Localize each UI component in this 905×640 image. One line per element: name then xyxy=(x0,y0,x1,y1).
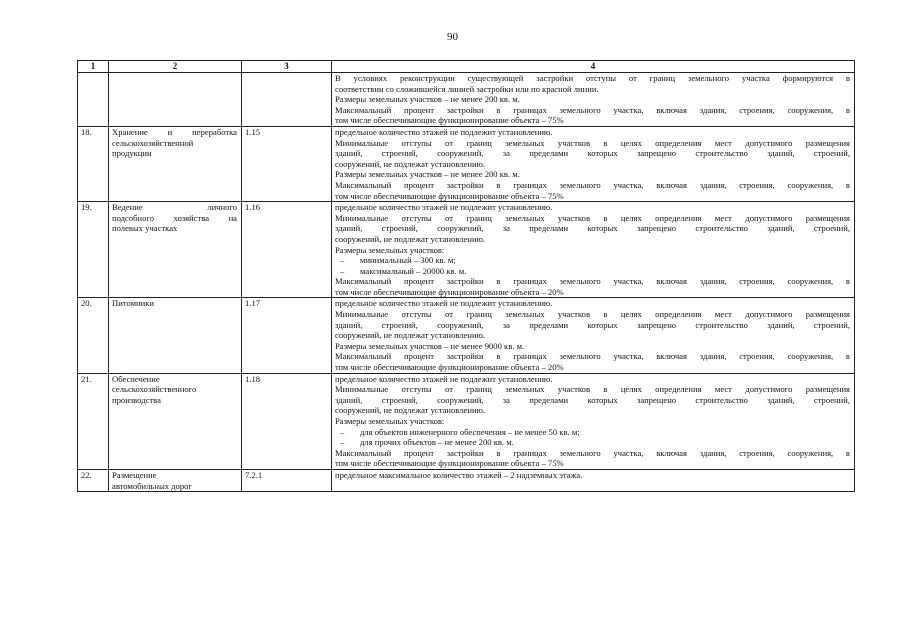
text-line: сельскохозяйственной xyxy=(112,137,194,148)
column-header-3: 3 xyxy=(242,61,332,73)
dash-bullet: – xyxy=(340,426,345,437)
text-line: предельное максимальное количество этажей – 2 надземных этажа. xyxy=(335,469,583,480)
text-line: полевых участках xyxy=(112,223,178,234)
page-number: 90 xyxy=(447,31,458,43)
text-line: Размеры земельных участков – не менее 200 кв. м. xyxy=(335,94,520,105)
regulation-parameters xyxy=(332,469,855,491)
table-header-row xyxy=(78,61,855,73)
list-item-text: для прочих объектов – не менее 200 кв. м. xyxy=(360,437,514,448)
land-use-code: 1.15 xyxy=(242,126,332,201)
text-line: том числе обеспечивающие функционирование объекта – 75% xyxy=(335,190,564,201)
row-number: 22. xyxy=(78,469,109,491)
text-line: Хранение и переработка xyxy=(112,126,237,137)
land-use-code xyxy=(242,73,332,127)
land-use-name xyxy=(109,126,242,201)
list-item xyxy=(335,427,850,438)
land-use-name xyxy=(109,298,242,373)
land-use-name xyxy=(109,202,242,298)
regulation-parameters xyxy=(332,373,855,469)
list-item-text: минимальный – 300 кв. м; xyxy=(360,255,456,266)
text-line: Размещение xyxy=(112,469,157,480)
table-row xyxy=(78,373,855,469)
text-line: зданий, строений, сооружений, за пределами которых запрещено строительство зданий, строений, xyxy=(335,394,850,405)
text-line: том числе обеспечивающие функционирование объекта – 75% xyxy=(335,115,564,126)
text-line: предельное количество этажей не подлежит установлению. xyxy=(335,126,553,137)
text-line: Минимальные отступы от границ земельных участков в целях определения мест допустимого размещения xyxy=(335,212,850,223)
text-line: подсобного хозяйства на xyxy=(112,212,237,223)
table-row xyxy=(78,298,855,373)
text-line: сооружений, не подлежат установлению. xyxy=(335,330,486,341)
row-number xyxy=(78,73,109,127)
table-row xyxy=(78,73,855,127)
regulation-parameters xyxy=(332,126,855,201)
regulation-parameters xyxy=(332,298,855,373)
land-use-code: 1.18 xyxy=(242,373,332,469)
text-line: Ведение личного xyxy=(112,202,237,213)
text-line: Размеры земельных участков – не менее 9000 кв. м. xyxy=(335,340,525,351)
text-line: Максимальный процент застройки в границах земельного участка, включая здания, строения, сооружения, в xyxy=(335,104,850,115)
column-header-1: 1 xyxy=(78,61,109,73)
dash-bullet: – xyxy=(340,265,345,276)
text-line: продукции xyxy=(112,148,152,159)
column-header-4: 4 xyxy=(332,61,855,73)
column-header-2: 2 xyxy=(109,61,242,73)
land-use-regulations-table xyxy=(77,60,855,492)
text-line: сооружений, не подлежат установлению. xyxy=(335,233,486,244)
row-number: 19. xyxy=(78,202,109,298)
table-row xyxy=(78,469,855,491)
text-line: автомобильных дорог xyxy=(112,480,192,491)
text-line: том числе обеспечивающие функционирование объекта – 75% xyxy=(335,458,564,469)
table-row xyxy=(78,202,855,298)
text-line: Минимальные отступы от границ земельных участков в целях определения мест допустимого размещения xyxy=(335,384,850,395)
land-use-name xyxy=(109,373,242,469)
text-line: предельное количество этажей не подлежит установлению. xyxy=(335,202,553,213)
row-number: 20. xyxy=(78,298,109,373)
land-use-name xyxy=(109,469,242,491)
text-line: производства xyxy=(112,394,161,405)
text-line: сооружений, не подлежат установлению. xyxy=(335,405,486,416)
list-item xyxy=(335,266,850,277)
table-body xyxy=(78,73,855,492)
text-line: предельное количество этажей не подлежит установлению. xyxy=(335,373,553,384)
text-line: Размеры земельных участков: xyxy=(335,416,445,426)
text-line: Максимальный процент застройки в границах земельного участка, включая здания, строения, сооружения, в xyxy=(335,276,850,287)
text-line: зданий, строений, сооружений, за пределами которых запрещено строительство зданий, строений, xyxy=(335,319,850,330)
text-line: Минимальные отступы от границ земельных участков в целях определения мест допустимого размещения xyxy=(335,309,850,320)
list-item xyxy=(335,437,850,448)
text-line: Максимальный процент застройки в границах земельного участка, включая здания, строения, сооружения, в xyxy=(335,447,850,458)
text-line: Размеры земельных участков – не менее 200 кв. м. xyxy=(335,169,520,180)
dash-bullet: – xyxy=(340,437,345,448)
row-number: 21. xyxy=(78,373,109,469)
text-line: Минимальные отступы от границ земельных участков в целях определения мест допустимого размещения xyxy=(335,137,850,148)
text-line: предельное количество этажей не подлежит установлению. xyxy=(335,298,553,309)
text-line: сооружений, не подлежат установлению. xyxy=(335,158,486,169)
text-line: Размеры земельных участков: xyxy=(335,244,445,255)
text-line: зданий, строений, сооружений, за пределами которых запрещено строительство зданий, строений, xyxy=(335,148,850,159)
land-use-code: 1.17 xyxy=(242,298,332,373)
text-line: том числе обеспечивающие функционирование объекта – 20% xyxy=(335,286,564,297)
text-line: сельскохозяйственного xyxy=(112,384,197,395)
list-item-text: для объектов инженерного обеспечения – не менее 50 кв. м; xyxy=(360,426,580,437)
text-line: Обеспечение xyxy=(112,373,160,384)
regulation-parameters xyxy=(332,202,855,298)
text-line: зданий, строений, сооружений, за пределами которых запрещено строительство зданий, строений, xyxy=(335,223,850,234)
text-line: Максимальный процент застройки в границах земельного участка, включая здания, строения, сооружения, в xyxy=(335,179,850,190)
text-line: В условиях реконструкции существующей застройки отступы от границ земельного участка формируются в xyxy=(335,73,850,83)
land-use-code: 7.2.1 xyxy=(242,469,332,491)
table-row xyxy=(78,126,855,201)
text-line: соответствии со сложившейся линией застройки или по красной линии. xyxy=(335,83,599,94)
land-use-name xyxy=(109,73,242,127)
regulation-parameters xyxy=(332,73,855,127)
list-item-text: максимальный – 20000 кв. м. xyxy=(360,265,467,276)
text-line: том числе обеспечивающие функционирование объекта – 20% xyxy=(335,362,564,373)
land-use-code: 1.16 xyxy=(242,202,332,298)
row-number: 18. xyxy=(78,126,109,201)
text-line: Питомники xyxy=(112,298,154,309)
list-item xyxy=(335,255,850,266)
dash-bullet: – xyxy=(340,255,345,266)
text-line: Максимальный процент застройки в границах земельного участка, включая здания, строения, сооружения, в xyxy=(335,351,850,362)
